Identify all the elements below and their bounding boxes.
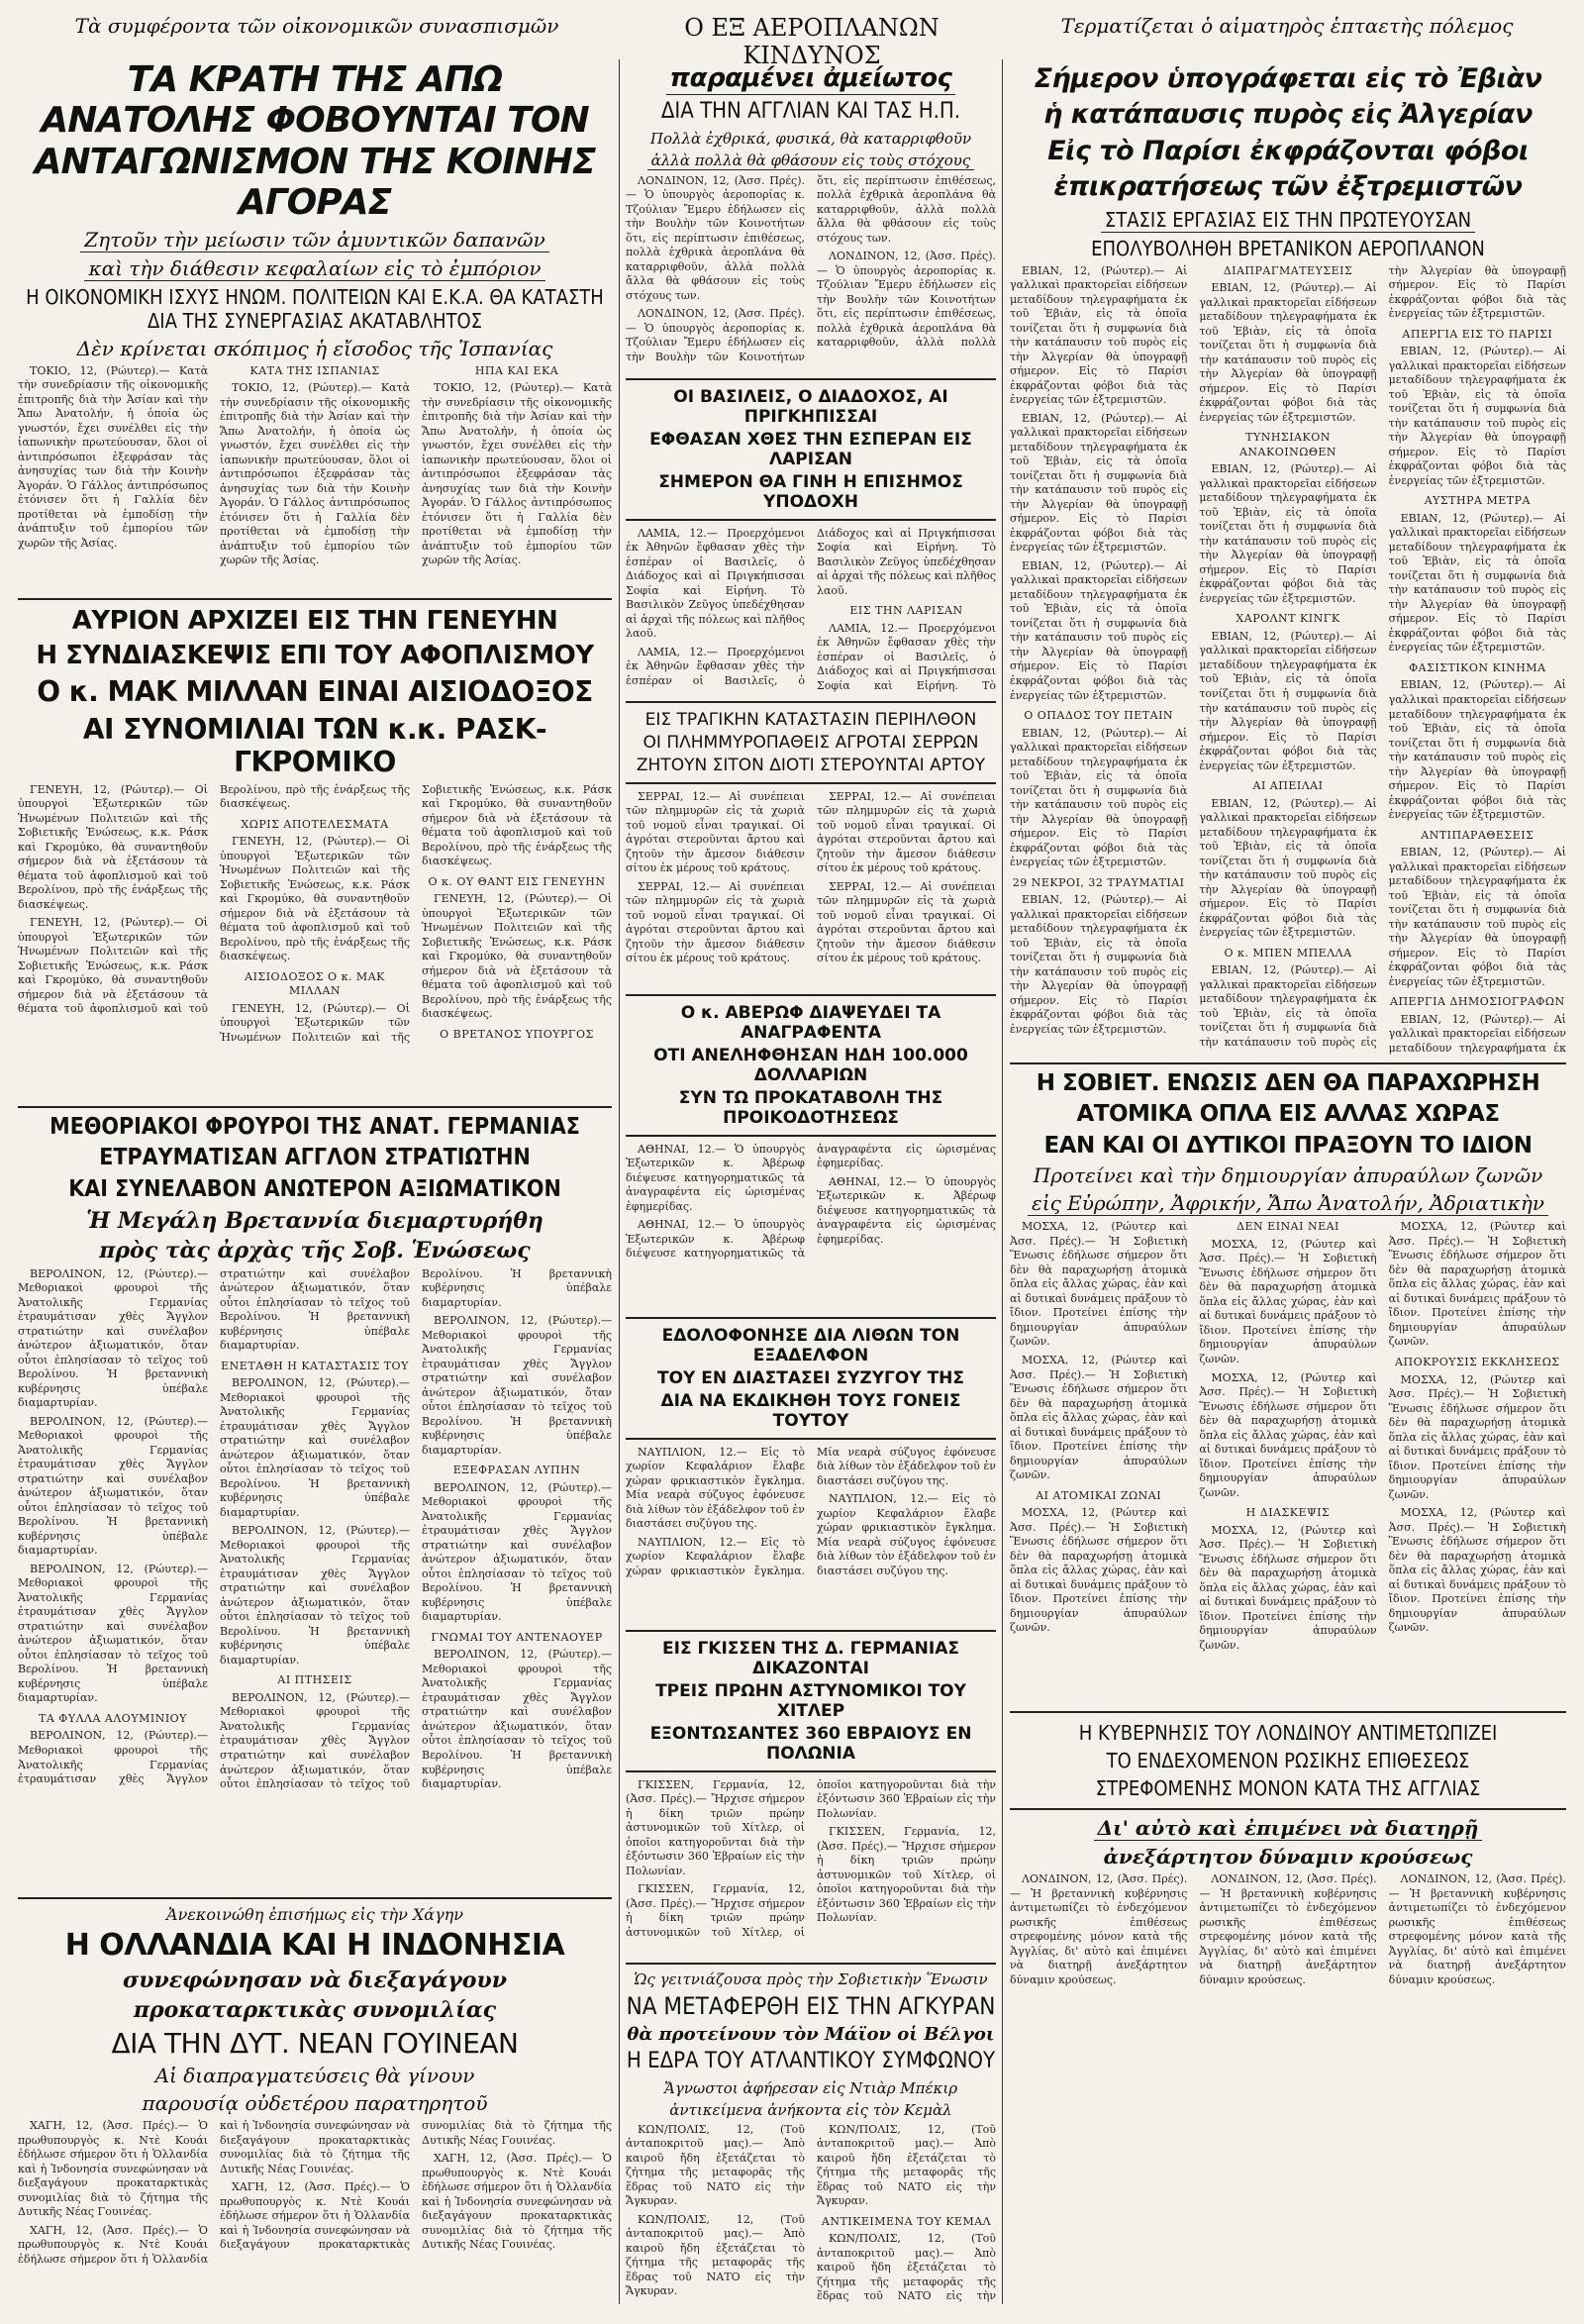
ankara-kicker: Ὡς γειτνιάζουσα πρὸς τὴν Σοβιετικὴν Ἕνωσιν bbox=[634, 1970, 988, 1988]
headline-averof: Ο κ. ΑΒΕΡΩΦ ΔΙΑΨΕΥΔΕΙ ΤΑ ΑΝΑΓΡΑΦΕΝΤΑ bbox=[680, 1002, 941, 1043]
headline-rusk-gromyko: ΑΙ ΣΥΝΟΜΙΛΙΑΙ ΤΩΝ κ.κ. ΡΑΣΚ-ΓΚΡΟΜΙΚΟ bbox=[82, 712, 547, 779]
deck-observer: παρουσίᾳ οὐδετέρου παρατηρητοῦ bbox=[142, 2091, 488, 2116]
headline-ceasefire: ἡ κατάπαυσις πυρὸς εἰς Ἀλγερίαν bbox=[1043, 99, 1533, 131]
headline-nato-seat: Η ΕΔΡΑ ΤΟΥ ΑΤΛΑΝΤΙΚΟΥ ΣΥΜΦΩΝΟΥ bbox=[626, 2049, 996, 2074]
article-body-evian: ΕΒΙΑΝ, 12, (Ρώυτερ).— Αἱ γαλλικαὶ πρακτορεῖαι εἰδήσεων μεταδίδουν τηλεγραφήματα ἐκ τοῦ Ἐβιὰν, εἰς τὰ ὁποῖα τονίζεται ὅτι ἡ συμφωνία διὰ τὴν κατάπαυσιν τοῦ πυρὸς εἰς τὴν Ἀλγερίαν θὰ ὑπογραφῇ σήμερον. Εἰς τὸ Παρίσι ἐκφράζονται φόβοι διὰ τὰς ἐνεργείας τῶν ἐξτρεμιστῶν. ΕΒΙΑΝ, 12, (Ρώυτερ).— Αἱ γαλλικαὶ πρακτορεῖαι εἰδήσεων μεταδίδουν τηλεγραφήματα ἐκ τοῦ Ἐβιὰν, εἰς τὰ ὁποῖα τονίζεται ὅτι ἡ συμφωνία διὰ τὴν κατάπαυσιν τοῦ πυρὸς εἰς τὴν Ἀλγερίαν θὰ ὑπογραφῇ σήμερον. Εἰς τὸ Παρίσι ἐκφράζονται φόβοι διὰ τὰς ἐνεργείας τῶν ἐξτρεμιστῶν. ΕΒΙΑΝ, 12, (Ρώυτερ).— Αἱ γαλλικαὶ πρακτορεῖαι εἰδήσεων μεταδίδουν τηλεγραφήματα ἐκ τοῦ Ἐβιὰν, εἰς τὰ ὁποῖα τονίζεται ὅτι ἡ συμφωνία διὰ τὴν κατάπαυσιν τοῦ πυρὸς εἰς τὴν Ἀλγερίαν θὰ ὑπογραφῇ σήμερον. Εἰς τὸ Παρίσι ἐκφράζονται φόβοι διὰ τὰς ἐνεργείας τῶν ἐξτρεμιστῶν. Ο ΟΠΑΔΟΣ ΤΟΥ ΠΕΤΑΙΝ ΕΒΙΑΝ, 12, (Ρώυτερ).— Αἱ γαλλικαὶ πρακτορεῖαι εἰδήσεων μεταδίδουν τηλεγραφήματα ἐκ τοῦ Ἐβιὰν, εἰς τὰ ὁποῖα τονίζεται ὅτι ἡ συμφωνία διὰ τὴν κατάπαυσιν τοῦ πυρὸς εἰς τὴν Ἀλγερίαν θὰ ὑπογραφῇ σήμερον. Εἰς τὸ Παρίσι ἐκφράζονται φόβοι διὰ τὰς ἐνεργείας τῶν ἐξτρεμιστῶν. 29 ΝΕΚΡΟΙ, 32 ΤΡΑΥΜΑΤΙΑΙ ΕΒΙΑΝ, 12, (Ρώυτερ).— Αἱ γαλλικαὶ πρακτορεῖαι εἰδήσεων μεταδίδουν τηλεγραφήματα ἐκ τοῦ Ἐβιὰν, εἰς τὰ ὁποῖα τονίζεται ὅτι ἡ συμφωνία διὰ τὴν κατάπαυσιν τοῦ πυρὸς εἰς τὴν Ἀλγερίαν θὰ ὑπογραφῇ σήμερον. Εἰς τὸ Παρίσι ἐκφράζονται φόβοι διὰ τὰς ἐνεργείας τῶν ἐξτρεμιστῶν. ΔΙΑΠΡΑΓΜΑΤΕΥΣΕΙΣ ΕΒΙΑΝ, 12, (Ρώυτερ).— Αἱ γαλλικαὶ πρακτορεῖαι εἰδήσεων μεταδίδουν τηλεγραφήματα ἐκ τοῦ Ἐβιὰν, εἰς τὰ ὁποῖα τονίζεται ὅτι ἡ συμφωνία διὰ τὴν κατάπαυσιν τοῦ πυρὸς εἰς τὴν Ἀλγερίαν θὰ ὑπογραφῇ σήμερον. Εἰς τὸ Παρίσι ἐκφράζονται φόβοι διὰ τὰς ἐνεργείας τῶν ἐξτρεμιστῶν. ΤΥΝΗΣΙΑΚΟΝ ΑΝΑΚΟΙΝΩΘΕΝ ΕΒΙΑΝ, 12, (Ρώυτερ).— Αἱ γαλλικαὶ πρακτορεῖαι εἰδήσεων μεταδίδουν τηλεγραφήματα ἐκ τοῦ Ἐβιὰν, εἰς τὰ ὁποῖα τονίζεται ὅτι ἡ συμφωνία διὰ τὴν κατάπαυσιν τοῦ πυρὸς εἰς τὴν Ἀλγερίαν θὰ ὑπογραφῇ σήμερον. Εἰς τὸ Παρίσι ἐκφράζονται φόβοι διὰ τὰς ἐνεργείας τῶν ἐξτρεμιστῶν. ΧΑΡΟΛΝΤ ΚΙΝΓΚ ΕΒΙΑΝ, 12, (Ρώυτερ).— Αἱ γαλλικαὶ πρακτορεῖαι εἰδήσεων μεταδίδουν τηλεγραφήματα ἐκ τοῦ Ἐβιὰν, εἰς τὰ ὁποῖα τονίζεται ὅτι ἡ συμφωνία διὰ τὴν κατάπαυσιν τοῦ πυρὸς εἰς τὴν Ἀλγερίαν θὰ ὑπογραφῇ σήμερον. Εἰς τὸ Παρίσι ἐκφράζονται φόβοι διὰ τὰς ἐνεργείας τῶν ἐξτρεμιστῶν. ΑΙ ΑΠΕΙΛΑΙ ΕΒΙΑΝ, 12, (Ρώυτερ).— Αἱ γαλλικαὶ πρακτορεῖαι εἰδήσεων μεταδίδουν τηλεγραφήματα ἐκ τοῦ Ἐβιὰν, εἰς τὰ ὁποῖα τονίζεται ὅτι ἡ συμφωνία διὰ τὴν κατάπαυσιν τοῦ πυρὸς εἰς τὴν Ἀλγερίαν θὰ ὑπογραφῇ σήμερον. Εἰς τὸ Παρίσι ἐκφράζονται φόβοι διὰ τὰς ἐνεργείας τῶν ἐξτρεμιστῶν. Ο κ. ΜΠΕΝ ΜΠΕΛΛΑ ΕΒΙΑΝ, 12, (Ρώυτερ).— Αἱ γαλλικαὶ πρακτορεῖαι εἰδήσεων μεταδίδουν τηλεγραφήματα ἐκ τοῦ Ἐβιὰν, εἰς τὰ ὁποῖα τονίζεται ὅτι ἡ συμφωνία διὰ τὴν κατάπαυσιν τοῦ πυρὸς εἰς τὴν Ἀλγερίαν θὰ ὑπογραφῇ σήμερον. Εἰς τὸ Παρίσι ἐκφράζονται φόβοι διὰ τὰς ἐνεργείας τῶν ἐξτρεμιστῶν. ΑΠΕΡΓΙΑ ΕΙΣ ΤΟ ΠΑΡΙΣΙ ΕΒΙΑΝ, 12, (Ρώυτερ).— Αἱ γαλλικαὶ πρακτορεῖαι εἰδήσεων μεταδίδουν τηλεγραφήματα ἐκ τοῦ Ἐβιὰν, εἰς τὰ ὁποῖα τονίζεται ὅτι ἡ συμφωνία διὰ τὴν κατάπαυσιν τοῦ πυρὸς εἰς τὴν Ἀλγερίαν θὰ ὑπογραφῇ σήμερον. Εἰς τὸ Παρίσι ἐκφράζονται φόβοι διὰ τὰς ἐνεργείας τῶν ἐξτρεμιστῶν. ΑΥΣΤΗΡΑ ΜΕΤΡΑ ΕΒΙΑΝ, 12, (Ρώυτερ).— Αἱ γαλλικαὶ πρακτορεῖαι εἰδήσεων μεταδίδουν τηλεγραφήματα ἐκ τοῦ Ἐβιὰν, εἰς τὰ ὁποῖα τονίζεται ὅτι ἡ συμφωνία διὰ τὴν κατάπαυσιν τοῦ πυρὸς εἰς τὴν Ἀλγερίαν θὰ ὑπογραφῇ σήμερον. Εἰς τὸ Παρίσι ἐκφράζονται φόβοι διὰ τὰς ἐνεργείας τῶν ἐξτρεμιστῶν. ΦΑΣΙΣΤΙΚΟΝ ΚΙΝΗΜΑ ΕΒΙΑΝ, 12, (Ρώυτερ).— Αἱ γαλλικαὶ πρακτορεῖαι εἰδήσεων μεταδίδουν τηλεγραφήματα ἐκ τοῦ Ἐβιὰν, εἰς τὰ ὁποῖα τονίζεται ὅτι ἡ συμφωνία διὰ τὴν κατάπαυσιν τοῦ πυρὸς εἰς τὴν Ἀλγερίαν θὰ ὑπογραφῇ σήμερον. Εἰς τὸ Παρίσι ἐκφράζονται φόβοι διὰ τὰς ἐνεργείας τῶν ἐξτρεμιστῶν. ΑΝΤΙΠΑΡΑΘΕΣΕΙΣ ΕΒΙΑΝ, 12, (Ρώυτερ).— Αἱ γαλλικαὶ πρακτορεῖαι εἰδήσεων μεταδίδουν τηλεγραφήματα ἐκ τοῦ Ἐβιὰν, εἰς τὰ ὁποῖα τονίζεται ὅτι ἡ συμφωνία διὰ τὴν κατάπαυσιν τοῦ πυρὸς εἰς τὴν Ἀλγερίαν θὰ ὑπογραφῇ σήμερον. Εἰς τὸ Παρίσι ἐκφράζονται φόβοι διὰ τὰς ἐνεργείας τῶν ἐξτρεμιστῶν. ΑΠΕΡΓΙΑ ΔΗΜΟΣΙΟΓΡΑΦΩΝ ΕΒΙΑΝ, 12, (Ρώυτερ).— Αἱ γαλλικαὶ πρακτορεῖαι εἰδήσεων μεταδίδουν τηλεγραφήματα ἐκ bbox=[1010, 263, 1566, 1055]
headline-netherlands-indonesia: Η ΟΛΛΑΝΔΙΑ ΚΑΙ Η ΙΝΔΟΝΗΣΙΑ bbox=[64, 1927, 565, 1963]
article-body-geneva: ΓΕΝΕΥΗ, 12, (Ρώυτερ).— Οἱ ὑπουργοὶ Ἐξωτερικῶν τῶν Ἡνωμένων Πολιτειῶν καὶ τῆς Σοβιετικῆς Ἑνώσεως, κ.κ. Ράσκ καὶ Γκρομύκο, θὰ συναντηθοῦν σήμερον διὰ νὰ ἐξετάσουν τὰ θέματα τοῦ ἀφοπλισμοῦ καὶ τοῦ Βερολίνου, πρὸ τῆς ἐνάρξεως τῆς διασκέψεως. ΓΕΝΕΥΗ, 12, (Ρώυτερ).— Οἱ ὑπουργοὶ Ἐξωτερικῶν τῶν Ἡνωμένων Πολιτειῶν καὶ τῆς Σοβιετικῆς Ἑνώσεως, κ.κ. Ράσκ καὶ Γκρομύκο, θὰ συναντηθοῦν σήμερον διὰ νὰ ἐξετάσουν τὰ θέματα τοῦ ἀφοπλισμοῦ καὶ τοῦ Βερολίνου, πρὸ τῆς ἐνάρξεως τῆς διασκέψεως. ΧΩΡΙΣ ΑΠΟΤΕΛΕΣΜΑΤΑ ΓΕΝΕΥΗ, 12, (Ρώυτερ).— Οἱ ὑπουργοὶ Ἐξωτερικῶν τῶν Ἡνωμένων Πολιτειῶν καὶ τῆς Σοβιετικῆς Ἑνώσεως, κ.κ. Ράσκ καὶ Γκρομύκο, θὰ συναντηθοῦν σήμερον διὰ νὰ ἐξετάσουν τὰ θέματα τοῦ ἀφοπλισμοῦ καὶ τοῦ Βερολίνου, πρὸ τῆς ἐνάρξεως τῆς διασκέψεως. ΑΙΣΙΟΔΟΞΟΣ Ο κ. ΜΑΚ ΜΙΛΛΑΝ ΓΕΝΕΥΗ, 12, (Ρώυτερ).— Οἱ ὑπουργοὶ Ἐξωτερικῶν τῶν Ἡνωμένων Πολιτειῶν καὶ τῆς Σοβιετικῆς Ἑνώσεως, κ.κ. Ράσκ καὶ Γκρομύκο, θὰ συναντηθοῦν σήμερον διὰ νὰ ἐξετάσουν τὰ θέματα τοῦ ἀφοπλισμοῦ καὶ τοῦ Βερολίνου, πρὸ τῆς ἐνάρξεως τῆς διασκέψεως. Ο κ. ΟΥ ΘΑΝΤ ΕΙΣ ΓΕΝΕΥΗΝ ΓΕΝΕΥΗ, 12, (Ρώυτερ).— Οἱ ὑπουργοὶ Ἐξωτερικῶν τῶν Ἡνωμένων Πολιτειῶν καὶ τῆς Σοβιετικῆς Ἑνώσεως, κ.κ. Ράσκ καὶ Γκρομύκο, θὰ συναντηθοῦν σήμερον διὰ νὰ ἐξετάσουν τὰ θέματα τοῦ ἀφοπλισμοῦ καὶ τοῦ Βερολίνου, πρὸ τῆς ἐνάρξεως τῆς διασκέψεως. Ο ΒΡΕΤΑΝΟΣ ΥΠΟΥΡΓΟΣ bbox=[18, 782, 612, 1044]
deck-missile-free: Προτείνει καὶ τὴν δημιουργίαν ἀπυραύλων ζωνῶν bbox=[1033, 1163, 1543, 1188]
headline-dollars: ΟΤΙ ΑΝΕΛΗΦΘΗΣΑΝ ΗΔΗ 100.000 ΔΟΛΛΑΡΙΩΝ bbox=[653, 1045, 968, 1085]
article-body-ankara: ΚΩΝ/ΠΟΛΙΣ, 12, (Τοῦ ἀνταποκριτοῦ μας).— Ἀπὸ καιροῦ ἤδη ἐξετάζεται τὸ ζήτημα τῆς μεταφορᾶς τῆς ἕδρας τοῦ ΝΑΤΟ εἰς τὴν Ἄγκυραν. ΚΩΝ/ΠΟΛΙΣ, 12, (Τοῦ ἀνταποκριτοῦ μας).— Ἀπὸ καιροῦ ἤδη ἐξετάζεται τὸ ζήτημα τῆς μεταφορᾶς τῆς ἕδρας τοῦ ΝΑΤΟ εἰς τὴν Ἄγκυραν. ΚΩΝ/ΠΟΛΙΣ, 12, (Τοῦ ἀνταποκριτοῦ μας).— Ἀπὸ καιροῦ ἤδη ἐξετάζεται τὸ ζήτημα τῆς μεταφορᾶς τῆς ἕδρας τοῦ ΝΑΤΟ εἰς τὴν Ἄγκυραν. ΑΝΤΙΚΕΙΜΕΝΑ ΤΟΥ ΚΕΜΑΛ ΚΩΝ/ΠΟΛΙΣ, 12, (Τοῦ ἀνταποκριτοῦ μας).— Ἀπὸ καιροῦ ἤδη ἐξετάζεται τὸ ζήτημα τῆς μεταφορᾶς τῆς ἕδρας τοῦ ΝΑΤΟ εἰς τὴν bbox=[626, 2122, 996, 2303]
headline-far-east: ΤΑ ΚΡΑΤΗ ΤΗΣ ΑΠΩ ΑΝΑΤΟΛΗΣ ΦΟΒΟΥΝΤΑΙ ΤΟΝ ΑΝΤΑΓΩΝΙΣΜΟΝ ΤΗΣ ΚΟΙΝΗΣ ΑΓΟΡΑΣ bbox=[34, 59, 596, 224]
headline-london-government: Η ΚΥΒΕΡΝΗΣΙΣ ΤΟΥ ΛΟΝΔΙΝΟΥ ΑΝΤΙΜΕΤΩΠΙΖΕΙ bbox=[1078, 1721, 1498, 1746]
headline-murder: ΕΔΟΛΟΦΟΝΗΣΕ ΔΙΑ ΛΙΘΩΝ ΤΟΝ ΕΞΑΔΕΛΦΟΝ bbox=[661, 1325, 960, 1365]
headline-soviet-union: Η ΣΟΒΙΕΤ. ΕΝΩΣΙΣ ΔΕΝ ΘΑ ΠΑΡΑΧΩΡΗΣΗ bbox=[1036, 1069, 1540, 1096]
deck-defense: Ζητοῦν τὴν μείωσιν τῶν ἀμυντικῶν δαπανῶν bbox=[18, 228, 612, 253]
headline-bread: ΖΗΤΟΥΝ ΣΙΤΟΝ ΔΙΟΤΙ ΣΤΕΡΟΥΝΤΑΙ ΑΡΤΟΥ bbox=[636, 755, 986, 775]
deck-spain: Δὲν κρίνεται σκόπιμος ἡ εἴσοδος τῆς Ἰσπανίας bbox=[76, 336, 553, 360]
royal-box bbox=[626, 378, 996, 521]
headline-tragic: ΕΙΣ ΤΡΑΓΙΚΗΝ ΚΑΤΑΣΤΑΣΙΝ ΠΕΡΙΗΛΘΟΝ bbox=[644, 709, 977, 730]
column-left bbox=[18, 59, 612, 2304]
article-body-giessen: ΓΚΙΣΣΕΝ, Γερμανία, 12, (Ἀσσ. Πρές).— Ἤρχισε σήμερον ἡ δίκη τριῶν πρώην ἀστυνομικῶν τοῦ Χίτλερ, οἱ ὁποῖοι κατηγοροῦνται διὰ τὴν ἐξόντωσιν 360 Ἑβραίων εἰς τὴν Πολωνίαν. ΓΚΙΣΣΕΝ, Γερμανία, 12, (Ἀσσ. Πρές).— Ἤρχισε σήμερον ἡ δίκη τριῶν πρώην ἀστυνομικῶν τοῦ Χίτλερ, οἱ ὁποῖοι κατηγοροῦνται διὰ τὴν ἐξόντωσιν 360 Ἑβραίων εἰς τὴν Πολωνίαν. ΓΚΙΣΣΕΝ, Γερμανία, 12, (Ἀσσ. Πρές).— Ἤρχισε σήμερον ἡ δίκη τριῶν πρώην ἀστυνομικῶν τοῦ Χίτλερ, οἱ ὁποῖοι κατηγοροῦνται διὰ τὴν ἐξόντωσιν 360 Ἑβραίων εἰς τὴν Πολωνίαν. bbox=[626, 1777, 996, 1939]
headline-reception: ΣΗΜΕΡΟΝ ΘΑ ΓΙΝΗ Η ΕΠΙΣΗΜΟΣ ΥΠΟΔΟΧΗ bbox=[658, 471, 963, 512]
headline-extremists: ἐπικρατήσεως τῶν ἐξτρεμιστῶν bbox=[1053, 171, 1523, 203]
headline-royals: ΟΙ ΒΑΣΙΛΕΙΣ, Ο ΔΙΑΔΟΧΟΣ, ΑΙ ΠΡΙΓΚΗΠΙΣΣΑΙ bbox=[673, 386, 948, 427]
headline-western: ΕΑΝ ΚΑΙ ΟΙ ΔΥΤΙΚΟΙ ΠΡΑΞΟΥΝ ΤΟ ΙΔΙΟΝ bbox=[1043, 1132, 1533, 1159]
headline-cousin: ΤΟΥ ΕΝ ΔΙΑΣΤΑΣΕΙ ΣΥΖΥΓΟΥ ΤΗΣ bbox=[656, 1367, 965, 1388]
headline-flood-farmers: ΟΙ ΠΛΗΜΜΥΡΟΠΑΘΕΙΣ ΑΓΡΟΤΑΙ ΣΕΡΡΩΝ bbox=[643, 732, 979, 753]
article-body-london: ΛΟΝΔΙΝΟΝ, 12, (Ἀσσ. Πρές).— Ἡ βρεταννικὴ κυβέρνησις ἀντιμετωπίζει τὸ ἐνδεχόμενον ρωσικῆς ἐπιθέσεως στρεφομένης μόνον κατὰ τῆς Ἀγγλίας, δι' αὐτὸ καὶ ἐπιμένει νὰ διατηρῇ ἀνεξάρτητον δύναμιν κρούσεως. ΛΟΝΔΙΝΟΝ, 12, (Ἀσσ. Πρές).— Ἡ βρεταννικὴ κυβέρνησις ἀντιμετωπίζει τὸ ἐνδεχόμενον ρωσικῆς ἐπιθέσεως στρεφομένης μόνον κατὰ τῆς Ἀγγλίας, δι' αὐτὸ καὶ ἐπιμένει νὰ διατηρῇ ἀνεξάρτητον δύναμιν κρούσεως. ΛΟΝΔΙΝΟΝ, 12, (Ἀσσ. Πρές).— Ἡ βρεταννικὴ κυβέρνησις ἀντιμετωπίζει τὸ ἐνδεχόμενον ρωσικῆς ἐπιθέσεως στρεφομένης μόνον κατὰ τῆς Ἀγγλίας, δι' αὐτὸ καὶ ἐπιμένει νὰ διατηρῇ ἀνεξάρτητον δύναμιν κρούσεως. bbox=[1010, 1872, 1566, 1986]
headline-british-plane: ΕΠΟΛΥΒΟΛΗΘΗ ΒΡΕΤΑΝΙΚΟΝ ΑΕΡΟΠΛΑΝΟΝ bbox=[1091, 236, 1485, 260]
center-kicker: Ο ΕΞ ΑΕΡΟΠΛΑΝΩΝ ΚΙΝΔΥΝΟΣ bbox=[684, 14, 940, 69]
headline-macmillan: Ο κ. ΜΑΚ ΜΙΛΛΑΝ ΕΙΝΑΙ ΑΙΣΙΟΔΟΞΟΣ bbox=[37, 674, 593, 708]
column-rule bbox=[1002, 59, 1003, 2304]
london-box bbox=[1010, 1711, 1566, 1810]
article-body-aircraft: ΛΟΝΔΙΝΟΝ, 12, (Ἀσσ. Πρές).— Ὁ ὑπουργὸς ἀεροπορίας κ. Τζούλιαν Ἔμερυ ἐδήλωσεν εἰς τὴν Βουλὴν τῶν Κοινοτήτων ὅτι, εἰς περίπτωσιν ἐπιθέσεως, πολλὰ ἐχθρικὰ ἀεροπλάνα θὰ καταρριφθοῦν, ἀλλὰ πολλὰ ἄλλα θὰ φθάσουν εἰς τοὺς στόχους των. ΛΟΝΔΙΝΟΝ, 12, (Ἀσσ. Πρές).— Ὁ ὑπουργὸς ἀεροπορίας κ. Τζούλιαν Ἔμερυ ἐδήλωσεν εἰς τὴν Βουλὴν τῶν Κοινοτήτων ὅτι, εἰς περίπτωσιν ἐπιθέσεως, πολλὰ ἐχθρικὰ ἀεροπλάνα θὰ καταρριφθοῦν, ἀλλὰ πολλὰ ἄλλα θὰ φθάσουν εἰς τοὺς στόχους των. ΛΟΝΔΙΝΟΝ, 12, (Ἀσσ. Πρές).— Ὁ ὑπουργὸς ἀεροπορίας κ. Τζούλιαν Ἔμερυ ἐδήλωσεν εἰς τὴν Βουλὴν τῶν Κοινοτήτων ὅτι, εἰς περίπτωσιν ἐπιθέσεως, πολλὰ ἐχθρικὰ ἀεροπλάνα θὰ καταρριφθοῦν, ἀλλὰ πολλὰ bbox=[626, 173, 996, 363]
deck-kemal: ἀντικείμενα ἀνήκοντα εἰς τὸν Κεμὰλ bbox=[669, 2100, 952, 2119]
deck-strike-force: ἀνεξάρτητον δύναμιν κρούσεως bbox=[1103, 1845, 1473, 1869]
headline-paris-fears: Εἰς τὸ Παρίσι ἐκφράζονται φόβοι bbox=[1047, 135, 1529, 166]
headline-jews-poland: ΕΞΟΝΤΩΣΑΝΤΕΣ 360 ΕΒΡΑΙΟΥΣ ΕΝ ΠΟΛΩΝΙΑ bbox=[649, 1723, 972, 1764]
headline-ankara: ΝΑ ΜΕΤΑΦΕΡΘΗ ΕΙΣ ΤΗΝ ΑΓΚΥΡΑΝ bbox=[626, 1991, 996, 2020]
right-kicker: Τερματίζεται ὁ αἱματηρὸς ἑπταετὴς πόλεμος bbox=[1060, 14, 1514, 38]
headline-larisa: ΕΦΘΑΣΑΝ ΧΘΕΣ ΤΗΝ ΕΣΠΕΡΑΝ ΕΙΣ ΛΑΡΙΣΑΝ bbox=[649, 429, 972, 469]
headline-new-guinea: ΔΙΑ ΤΗΝ ΔΥΤ. ΝΕΑΝ ΓΟΥΙΝΕΑΝ bbox=[111, 2026, 519, 2060]
deck-agreed: συνεφώνησαν νὰ διεξαγάγουν bbox=[123, 1967, 507, 1993]
article-body-far-east: ΤΟΚΙΟ, 12, (Ρώυτερ).— Κατὰ τὴν συνεδρίασιν τῆς οἰκονομικῆς ἐπιτροπῆς διὰ τὴν Ἀσίαν καὶ τὴν Ἄπω Ἀνατολήν, ἡ ὁποία ὡς γνωστόν, ἔχει συνέλθει εἰς τὴν ἰαπωνικὴν πρωτεύουσαν, ὅλοι οἱ ἀντιπρόσωποι ἐξεφράσαν τὰς ἀνησυχίας των διὰ τὴν Κοινὴν Ἀγοράν. Ὁ Γάλλος ἀντιπρόσωπος ἐτόνισεν ὅτι ἡ Γαλλία δὲν προτίθεται νὰ ἐμποδίσῃ τὴν ἀνάπτυξιν τοῦ ἐμπορίου τῶν χωρῶν τῆς Ἀσίας. ΚΑΤΑ ΤΗΣ ΙΣΠΑΝΙΑΣ ΤΟΚΙΟ, 12, (Ρώυτερ).— Κατὰ τὴν συνεδρίασιν τῆς οἰκονομικῆς ἐπιτροπῆς διὰ τὴν Ἀσίαν καὶ τὴν Ἄπω Ἀνατολήν, ἡ ὁποία ὡς γνωστόν, ἔχει συνέλθει εἰς τὴν ἰαπωνικὴν πρωτεύουσαν, ὅλοι οἱ ἀντιπρόσωποι ἐξεφράσαν τὰς ἀνησυχίας των διὰ τὴν Κοινὴν Ἀγοράν. Ὁ Γάλλος ἀντιπρόσωπος ἐτόνισεν ὅτι ἡ Γαλλία δὲν προτίθεται νὰ ἐμποδίσῃ τὴν ἀνάπτυξιν τοῦ ἐμπορίου τῶν χωρῶν τῆς Ἀσίας. ΗΠΑ ΚΑΙ ΕΚΑ ΤΟΚΙΟ, 12, (Ρώυτερ).— Κατὰ τὴν συνεδρίασιν τῆς οἰκονομικῆς ἐπιτροπῆς διὰ τὴν Ἀσίαν καὶ τὴν Ἄπω Ἀνατολήν, ἡ ὁποία ὡς γνωστόν, ἔχει συνέλθει εἰς τὴν ἰαπωνικὴν πρωτεύουσαν, ὅλοι οἱ ἀντιπρόσωποι ἐξεφράσαν τὰς ἀνησυχίας των διὰ τὴν Κοινὴν Ἀγοράν. Ὁ Γάλλος ἀντιπρόσωπος ἐτόνισεν ὅτι ἡ Γαλλία δὲν προτίθεται νὰ ἐμποδίσῃ τὴν ἀνάπτυξιν τοῦ ἐμπορίου τῶν χωρῶν τῆς Ἀσίας. bbox=[18, 363, 612, 567]
deck-belgians: θὰ προτείνουν τὸν Μάϊον οἱ Βέλγοι bbox=[627, 2024, 995, 2046]
headline-remains: παραμένει ἀμείωτος bbox=[626, 63, 996, 95]
headline-against-england: ΣΤΡΕΦΟΜΕΝΗΣ ΜΟΝΟΝ ΚΑΤΑ ΤΗΣ ΑΓΓΛΙΑΣ bbox=[1095, 1776, 1481, 1801]
deck-diyarbakir: Ἄγνωστοι ἀφήρεσαν εἰς Ντιὰρ Μπέκιρ bbox=[663, 2078, 958, 2097]
column-rule bbox=[619, 59, 620, 2304]
deck-negotiations: Αἱ διαπραγματεύσεις θὰ γίνουν bbox=[154, 2064, 475, 2088]
deck-regions: εἰς Εὐρώπην, Ἀφρικήν, Ἄπω Ἀνατολήν, Ἀδριατικὴν bbox=[1010, 1191, 1566, 1216]
headline-dowry: ΣΥΝ ΤΩ ΠΡΟΚΑΤΑΒΟΛΗ ΤΗΣ ΠΡΟΙΚΟΔΟΤΗΣΕΩΣ bbox=[678, 1087, 943, 1128]
headline-wounded-soldier: ΕΤΡΑΥΜΑΤΙΣΑΝ ΑΓΓΛΟΝ ΣΤΡΑΤΙΩΤΗΝ bbox=[99, 1145, 531, 1171]
averof-box bbox=[626, 994, 996, 1137]
deck-protest: Ἡ Μεγάλη Βρεταννία διεμαρτυρήθη bbox=[86, 1207, 544, 1234]
left-kicker: Τὰ συμφέροντα τῶν οἰκονομικῶν συνασπισμῶν bbox=[74, 14, 559, 38]
headline-evian: Σήμερον ὑπογράφεται εἰς τὸ Ἐβιὰν bbox=[1034, 63, 1542, 94]
article-body-royals: ΛΑΜΙΑ, 12.— Προερχόμενοι ἐκ Ἀθηνῶν ἔφθασαν χθὲς τὴν ἑσπέραν οἱ Βασιλεῖς, ὁ Διάδοχος καὶ αἱ Πριγκήπισσαι Σοφία καὶ Εἰρήνη. Τὸ Βασιλικὸν Ζεῦγος ὑπεδέχθησαν αἱ ἀρχαὶ τῆς πόλεως καὶ πλῆθος λαοῦ. ΛΑΜΙΑ, 12.— Προερχόμενοι ἐκ Ἀθηνῶν ἔφθασαν χθὲς τὴν ἑσπέραν οἱ Βασιλεῖς, ὁ Διάδοχος καὶ αἱ Πριγκήπισσαι Σοφία καὶ Εἰρήνη. Τὸ Βασιλικὸν Ζεῦγος ὑπεδέχθησαν αἱ ἀρχαὶ τῆς πόλεως καὶ πλῆθος λαοῦ. ΕΙΣ ΤΗΝ ΛΑΡΙΣΑΝ ΛΑΜΙΑ, 12.— Προερχόμενοι ἐκ Ἀθηνῶν ἔφθασαν χθὲς τὴν ἑσπέραν οἱ Βασιλεῖς, ὁ Διάδοχος καὶ αἱ Πριγκήπισσαι Σοφία καὶ Εἰρήνη. Τὸ bbox=[626, 526, 996, 692]
article-body-serres: ΣΕΡΡΑΙ, 12.— Αἱ συνέπειαι τῶν πλημμυρῶν εἰς τὰ χωριὰ τοῦ νομοῦ εἶναι τραγικαί. Οἱ ἀγρόται στεροῦνται ἄρτου καὶ ζητοῦν τὴν ἄμεσον διάθεσιν σίτου ἐκ μέρους τοῦ κράτους. ΣΕΡΡΑΙ, 12.— Αἱ συνέπειαι τῶν πλημμυρῶν εἰς τὰ χωριὰ τοῦ νομοῦ εἶναι τραγικαί. Οἱ ἀγρόται στεροῦνται ἄρτου καὶ ζητοῦν τὴν ἄμεσον διάθεσιν σίτου ἐκ μέρους τοῦ κράτους. ΣΕΡΡΑΙ, 12.— Αἱ συνέπειαι τῶν πλημμυρῶν εἰς τὰ χωριὰ τοῦ νομοῦ εἶναι τραγικαί. Οἱ ἀγρόται στεροῦνται ἄρτου καὶ ζητοῦν τὴν ἄμεσον διάθεσιν σίτου ἐκ μέρους τοῦ κράτους. ΣΕΡΡΑΙ, 12.— Αἱ συνέπειαι τῶν πλημμυρῶν εἰς τὰ χωριὰ τοῦ νομοῦ εἶναι τραγικαί. Οἱ ἀγρόται στεροῦνται ἄρτου καὶ ζητοῦν τὴν ἄμεσον διάθεσιν σίτου ἐκ μέρους τοῦ κράτους. bbox=[626, 789, 996, 965]
article-body-averof: ΑΘΗΝΑΙ, 12.— Ὁ ὑπουργὸς Ἐξωτερικῶν κ. Ἀβέρωφ διέψευσε κατηγορηματικῶς τὰ ἀναγραφέντα εἰς ὡρισμένας ἐφημερίδας. ΑΘΗΝΑΙ, 12.— Ὁ ὑπουργὸς Ἐξωτερικῶν κ. Ἀβέρωφ διέψευσε κατηγορηματικῶς τὰ ἀναγραφέντα εἰς ὡρισμένας ἐφημερίδας. ΑΘΗΝΑΙ, 12.— Ὁ ὑπουργὸς Ἐξωτερικῶν κ. Ἀβέρωφ διέψευσε κατηγορηματικῶς τὰ ἀναγραφέντα εἰς ὡρισμένας ἐφημερίδας. bbox=[626, 1142, 996, 1261]
headline-border-guards: ΜΕΘΟΡΙΑΚΟΙ ΦΡΟΥΡΟΙ ΤΗΣ ΑΝΑΤ. ΓΕΡΜΑΝΙΑΣ bbox=[50, 1113, 580, 1140]
deck-targets: ἀλλὰ πολλὰ θὰ φθάσουν εἰς τοὺς στόχους bbox=[626, 152, 996, 170]
serres-box bbox=[626, 701, 996, 784]
headline-giessen: ΕΙΣ ΓΚΙΣΣΕΝ ΤΗΣ Δ. ΓΕΡΜΑΝΙΑΣ ΔΙΚΑΖΟΝΤΑΙ bbox=[662, 1638, 959, 1678]
deck-preliminary-talks: προκαταρκτικὰς συνομιλίας bbox=[133, 1996, 497, 2023]
headline-russian-attack: ΤΟ ΕΝΔΕΧΟΜΕΝΟΝ ΡΩΣΙΚΗΣ ΕΠΙΘΕΣΕΩΣ bbox=[1106, 1749, 1470, 1773]
headline-atomic-weapons: ΑΤΟΜΙΚΑ ΟΠΛΑ ΕΙΣ ΑΛΛΑΣ ΧΩΡΑΣ bbox=[1076, 1101, 1500, 1128]
headline-economic-power: Η ΟΙΚΟΝΟΜΙΚΗ ΙΣΧΥΣ ΗΝΩΜ. ΠΟΛΙΤΕΙΩΝ ΚΑΙ Ε.Κ.Α. ΘΑ ΚΑΤΑΣΤΗ ΔΙΑ ΤΗΣ ΣΥΝΕΡΓΑΣΙΑΣ ΑΚΑΤΑΒΛΗΤΟΣ bbox=[26, 284, 604, 333]
article-body-nafplio: ΝΑΥΠΛΙΟΝ, 12.— Εἰς τὸ χωρίον Κεφαλάριον ἔλαβε χώραν φρικιαστικὸν ἔγκλημα. Μία νεαρὰ σύζυγος ἐφόνευσε διὰ λίθων τὸν ἐξάδελφον τοῦ ἐν διαστάσει συζύγου της. ΝΑΥΠΛΙΟΝ, 12.— Εἰς τὸ χωρίον Κεφαλάριον ἔλαβε χώραν φρικιαστικὸν ἔγκλημα. Μία νεαρὰ σύζυγος ἐφόνευσε διὰ λίθων τὸν ἐξάδελφον τοῦ ἐν διαστάσει συζύγου της. ΝΑΥΠΛΙΟΝ, 12.— Εἰς τὸ χωρίον Κεφαλάριον ἔλαβε χώραν φρικιαστικὸν ἔγκλημα. Μία νεαρὰ σύζυγος ἐφόνευσε διὰ λίθων τὸν ἐξάδελφον τοῦ ἐν διαστάσει συζύγου της. bbox=[626, 1445, 996, 1577]
murder-box bbox=[626, 1317, 996, 1440]
deck-therefore: Δι' αὐτὸ καὶ ἐπιμένει νὰ διατηρῇ bbox=[1010, 1816, 1566, 1841]
headline-officer-arrest: ΚΑΙ ΣΥΝΕΛΑΒΟΝ ΑΝΩΤΕΡΟΝ ΑΞΙΩΜΑΤΙΚΟΝ bbox=[68, 1175, 561, 1202]
headline-disarmament: Η ΣΥΝΔΙΑΣΚΕΨΙΣ ΕΠΙ ΤΟΥ ΑΦΟΠΛΙΣΜΟΥ bbox=[36, 640, 594, 670]
column-center bbox=[626, 59, 996, 2304]
article-body-hague: ΧΑΓΗ, 12, (Ἀσσ. Πρές).— Ὁ πρωθυπουργὸς κ. Ντὲ Κουάι ἐδήλωσε σήμερον ὅτι ἡ Ὁλλανδία καὶ ἡ Ἰνδονησία συνεφώνησαν νὰ διεξαγάγουν προκαταρκτικὰς συνομιλίας διὰ τὸ ζήτημα τῆς Δυτικῆς Νέας Γουινέας. ΧΑΓΗ, 12, (Ἀσσ. Πρές).— Ὁ πρωθυπουργὸς κ. Ντὲ Κουάι ἐδήλωσε σήμερον ὅτι ἡ Ὁλλανδία καὶ ἡ Ἰνδονησία συνεφώνησαν νὰ διεξαγάγουν προκαταρκτικὰς συνομιλίας διὰ τὸ ζήτημα τῆς Δυτικῆς Νέας Γουινέας. ΧΑΓΗ, 12, (Ἀσσ. Πρές).— Ὁ πρωθυπουργὸς κ. Ντὲ Κουάι ἐδήλωσε σήμερον ὅτι ἡ Ὁλλανδία καὶ ἡ Ἰνδονησία συνεφώνησαν νὰ διεξαγάγουν προκαταρκτικὰς συνομιλίας διὰ τὸ ζήτημα τῆς Δυτικῆς Νέας Γουινέας. ΧΑΓΗ, 12, (Ἀσσ. Πρές).— Ὁ πρωθυπουργὸς κ. Ντὲ Κουάι ἐδήλωσε σήμερον ὅτι ἡ Ὁλλανδία καὶ ἡ Ἰνδονησία συνεφώνησαν νὰ διεξαγάγουν προκαταρκτικὰς συνομιλίας διὰ τὸ ζήτημα τῆς Δυτικῆς Νέας Γουινέας. bbox=[18, 2119, 612, 2266]
column-right bbox=[1010, 59, 1566, 2304]
article-body-moscow: ΜΟΣΧΑ, 12, (Ρώυτερ καὶ Ἀσσ. Πρές).— Ἡ Σοβιετικὴ Ἕνωσις ἐδήλωσε σήμερον ὅτι δὲν θὰ παραχωρήσῃ ἀτομικὰ ὅπλα εἰς ἄλλας χώρας, ἐὰν καὶ αἱ δυτικαὶ δυνάμεις πράξουν τὸ ἴδιον. Προτείνει ἐπίσης τὴν δημιουργίαν ἀπυραύλων ζωνῶν. ΜΟΣΧΑ, 12, (Ρώυτερ καὶ Ἀσσ. Πρές).— Ἡ Σοβιετικὴ Ἕνωσις ἐδήλωσε σήμερον ὅτι δὲν θὰ παραχωρήσῃ ἀτομικὰ ὅπλα εἰς ἄλλας χώρας, ἐὰν καὶ αἱ δυτικαὶ δυνάμεις πράξουν τὸ ἴδιον. Προτείνει ἐπίσης τὴν δημιουργίαν ἀπυραύλων ζωνῶν. ΑΙ ΑΤΟΜΙΚΑΙ ΖΩΝΑΙ ΜΟΣΧΑ, 12, (Ρώυτερ καὶ Ἀσσ. Πρές).— Ἡ Σοβιετικὴ Ἕνωσις ἐδήλωσε σήμερον ὅτι δὲν θὰ παραχωρήσῃ ἀτομικὰ ὅπλα εἰς ἄλλας χώρας, ἐὰν καὶ αἱ δυτικαὶ δυνάμεις πράξουν τὸ ἴδιον. Προτείνει ἐπίσης τὴν δημιουργίαν ἀπυραύλων ζωνῶν. ΔΕΝ ΕΙΝΑΙ ΝΕΑΙ ΜΟΣΧΑ, 12, (Ρώυτερ καὶ Ἀσσ. Πρές).— Ἡ Σοβιετικὴ Ἕνωσις ἐδήλωσε σήμερον ὅτι δὲν θὰ παραχωρήσῃ ἀτομικὰ ὅπλα εἰς ἄλλας χώρας, ἐὰν καὶ αἱ δυτικαὶ δυνάμεις πράξουν τὸ ἴδιον. Προτείνει ἐπίσης τὴν δημιουργίαν ἀπυραύλων ζωνῶν. ΜΟΣΧΑ, 12, (Ρώυτερ καὶ Ἀσσ. Πρές).— Ἡ Σοβιετικὴ Ἕνωσις ἐδήλωσε σήμερον ὅτι δὲν θὰ παραχωρήσῃ ἀτομικὰ ὅπλα εἰς ἄλλας χώρας, ἐὰν καὶ αἱ δυτικαὶ δυνάμεις πράξουν τὸ ἴδιον. Προτείνει ἐπίσης τὴν δημιουργίαν ἀπυραύλων ζωνῶν. Η ΔΙΑΣΚΕΨΙΣ ΜΟΣΧΑ, 12, (Ρώυτερ καὶ Ἀσσ. Πρές).— Ἡ Σοβιετικὴ Ἕνωσις ἐδήλωσε σήμερον ὅτι δὲν θὰ παραχωρήσῃ ἀτομικὰ ὅπλα εἰς ἄλλας χώρας, ἐὰν καὶ αἱ δυτικαὶ δυνάμεις πράξουν τὸ ἴδιον. Προτείνει ἐπίσης τὴν δημιουργίαν ἀπυραύλων ζωνῶν. ΜΟΣΧΑ, 12, (Ρώυτερ καὶ Ἀσσ. Πρές).— Ἡ Σοβιετικὴ Ἕνωσις ἐδήλωσε σήμερον ὅτι δὲν θὰ παραχωρήσῃ ἀτομικὰ ὅπλα εἰς ἄλλας χώρας, ἐὰν καὶ αἱ δυτικαὶ δυνάμεις πράξουν τὸ ἴδιον. Προτείνει ἐπίσης τὴν δημιουργίαν ἀπυραύλων ζωνῶν. ΑΠΟΚΡΟΥΣΙΣ ΕΚΚΛΗΣΕΩΣ ΜΟΣΧΑ, 12, (Ρώυτερ καὶ Ἀσσ. Πρές).— Ἡ Σοβιετικὴ Ἕνωσις ἐδήλωσε σήμερον ὅτι δὲν θὰ παραχωρήσῃ ἀτομικὰ ὅπλα εἰς ἄλλας χώρας, ἐὰν καὶ αἱ δυτικαὶ δυνάμεις πράξουν τὸ ἴδιον. Προτείνει ἐπίσης τὴν δημιουργίαν ἀπυραύλων ζωνῶν. ΜΟΣΧΑ, 12, (Ρώυτερ καὶ Ἀσσ. Πρές).— Ἡ Σοβιετικὴ Ἕνωσις ἐδήλωσε σήμερον ὅτι δὲν θὰ παραχωρήσῃ ἀτομικὰ ὅπλα εἰς ἄλλας χώρας, ἐὰν καὶ αἱ δυτικαὶ δυνάμεις πράξουν τὸ ἴδιον. Προτείνει ἐπίσης τὴν δημιουργίαν ἀπυραύλων ζωνῶν. bbox=[1010, 1220, 1566, 1652]
deck-soviet-authorities: πρὸς τὰς ἀρχὰς τῆς Σοβ. Ἑνώσεως bbox=[99, 1237, 531, 1263]
headline-work-stoppage: ΣΤΑΣΙΣ ΕΡΓΑΣΙΑΣ ΕΙΣ ΤΗΝ ΠΡΩΤΕΥΟΥΣΑΝ bbox=[1010, 208, 1566, 233]
headline-geneva: ΑΥΡΙΟΝ ΑΡΧΙΖΕΙ ΕΙΣ ΤΗΝ ΓΕΝΕΥΗΝ bbox=[71, 605, 558, 636]
deck-capital: καὶ τὴν διάθεσιν κεφαλαίων εἰς τὸ ἐμπόριον bbox=[18, 256, 612, 281]
article-body-berlin: ΒΕΡΟΛΙΝΟΝ, 12, (Ρώυτερ).— Μεθοριακοὶ φρουροὶ τῆς Ἀνατολικῆς Γερμανίας ἐτραυμάτισαν χθὲς Ἄγγλον στρατιώτην καὶ συνέλαβον ἀνώτερον ἀξιωματικόν, ὅταν οὗτοι ἐπλησίασαν τὸ τεῖχος τοῦ Βερολίνου. Ἡ βρεταννικὴ κυβέρνησις ὑπέβαλε διαμαρτυρίαν. ΒΕΡΟΛΙΝΟΝ, 12, (Ρώυτερ).— Μεθοριακοὶ φρουροὶ τῆς Ἀνατολικῆς Γερμανίας ἐτραυμάτισαν χθὲς Ἄγγλον στρατιώτην καὶ συνέλαβον ἀνώτερον ἀξιωματικόν, ὅταν οὗτοι ἐπλησίασαν τὸ τεῖχος τοῦ Βερολίνου. Ἡ βρεταννικὴ κυβέρνησις ὑπέβαλε διαμαρτυρίαν. ΒΕΡΟΛΙΝΟΝ, 12, (Ρώυτερ).— Μεθοριακοὶ φρουροὶ τῆς Ἀνατολικῆς Γερμανίας ἐτραυμάτισαν χθὲς Ἄγγλον στρατιώτην καὶ συνέλαβον ἀνώτερον ἀξιωματικόν, ὅταν οὗτοι ἐπλησίασαν τὸ τεῖχος τοῦ Βερολίνου. Ἡ βρεταννικὴ κυβέρνησις ὑπέβαλε διαμαρτυρίαν. ΤΑ ΦΥΛΛΑ ΑΛΟΥΜΙΝΙΟΥ ΒΕΡΟΛΙΝΟΝ, 12, (Ρώυτερ).— Μεθοριακοὶ φρουροὶ τῆς Ἀνατολικῆς Γερμανίας ἐτραυμάτισαν χθὲς Ἄγγλον στρατιώτην καὶ συνέλαβον ἀνώτερον ἀξιωματικόν, ὅταν οὗτοι ἐπλησίασαν τὸ τεῖχος τοῦ Βερολίνου. Ἡ βρεταννικὴ κυβέρνησις ὑπέβαλε διαμαρτυρίαν. ΕΝΕΤΑΘΗ Η ΚΑΤΑΣΤΑΣΙΣ ΤΟΥ ΒΕΡΟΛΙΝΟΝ, 12, (Ρώυτερ).— Μεθοριακοὶ φρουροὶ τῆς Ἀνατολικῆς Γερμανίας ἐτραυμάτισαν χθὲς Ἄγγλον στρατιώτην καὶ συνέλαβον ἀνώτερον ἀξιωματικόν, ὅταν οὗτοι ἐπλησίασαν τὸ τεῖχος τοῦ Βερολίνου. Ἡ βρεταννικὴ κυβέρνησις ὑπέβαλε διαμαρτυρίαν. ΒΕΡΟΛΙΝΟΝ, 12, (Ρώυτερ).— Μεθοριακοὶ φρουροὶ τῆς Ἀνατολικῆς Γερμανίας ἐτραυμάτισαν χθὲς Ἄγγλον στρατιώτην καὶ συνέλαβον ἀνώτερον ἀξιωματικόν, ὅταν οὗτοι ἐπλησίασαν τὸ τεῖχος τοῦ Βερολίνου. Ἡ βρεταννικὴ κυβέρνησις ὑπέβαλε διαμαρτυρίαν. ΑΙ ΠΤΗΣΕΙΣ ΒΕΡΟΛΙΝΟΝ, 12, (Ρώυτερ).— Μεθοριακοὶ φρουροὶ τῆς Ἀνατολικῆς Γερμανίας ἐτραυμάτισαν χθὲς Ἄγγλον στρατιώτην καὶ συνέλαβον ἀνώτερον ἀξιωματικόν, ὅταν οὗτοι ἐπλησίασαν τὸ τεῖχος τοῦ Βερολίνου. Ἡ βρεταννικὴ κυβέρνησις ὑπέβαλε διαμαρτυρίαν. ΒΕΡΟΛΙΝΟΝ, 12, (Ρώυτερ).— Μεθοριακοὶ φρουροὶ τῆς Ἀνατολικῆς Γερμανίας ἐτραυμάτισαν χθὲς Ἄγγλον στρατιώτην καὶ συνέλαβον ἀνώτερον ἀξιωματικόν, ὅταν οὗτοι ἐπλησίασαν τὸ τεῖχος τοῦ Βερολίνου. Ἡ βρεταννικὴ κυβέρνησις ὑπέβαλε διαμαρτυρίαν. ΕΞΕΦΡΑΣΑΝ ΛΥΠΗΝ ΒΕΡΟΛΙΝΟΝ, 12, (Ρώυτερ).— Μεθοριακοὶ φρουροὶ τῆς Ἀνατολικῆς Γερμανίας ἐτραυμάτισαν χθὲς Ἄγγλον στρατιώτην καὶ συνέλαβον ἀνώτερον ἀξιωματικόν, ὅταν οὗτοι ἐπλησίασαν τὸ τεῖχος τοῦ Βερολίνου. Ἡ βρεταννικὴ κυβέρνησις ὑπέβαλε διαμαρτυρίαν. ΓΝΩΜΑΙ ΤΟΥ ΑΝΤΕΝΑΟΥΕΡ ΒΕΡΟΛΙΝΟΝ, 12, (Ρώυτερ).— Μεθοριακοὶ φρουροὶ τῆς Ἀνατολικῆς Γερμανίας ἐτραυμάτισαν χθὲς Ἄγγλον στρατιώτην καὶ συνέλαβον ἀνώτερον ἀξιωματικόν, ὅταν οὗτοι ἐπλησίασαν τὸ τεῖχος τοῦ Βερολίνου. Ἡ βρεταννικὴ κυβέρνησις ὑπέβαλε διαμαρτυρίαν. bbox=[18, 1266, 612, 1791]
headline-hitler-police: ΤΡΕΙΣ ΠΡΩΗΝ ΑΣΤΥΝΟΜΙΚΟΙ ΤΟΥ ΧΙΤΛΕΡ bbox=[655, 1680, 966, 1721]
giessen-box bbox=[626, 1630, 996, 1772]
nl-kicker: Ἀνεκοινώθη ἐπισήμως εἰς τὴν Χάγην bbox=[166, 1904, 463, 1924]
headline-england-usa: ΔΙΑ ΤΗΝ ΑΓΓΛΙΑΝ ΚΑΙ ΤΑΣ Η.Π. bbox=[660, 99, 961, 125]
headline-revenge: ΔΙΑ ΝΑ ΕΚΔΙΚΗΘΗ ΤΟΥΣ ΓΟΝΕΙΣ ΤΟΥΤΟΥ bbox=[660, 1390, 961, 1431]
deck-shot-down: Πολλὰ ἐχθρικά, φυσικά, θὰ καταρριφθοῦν bbox=[649, 129, 972, 148]
